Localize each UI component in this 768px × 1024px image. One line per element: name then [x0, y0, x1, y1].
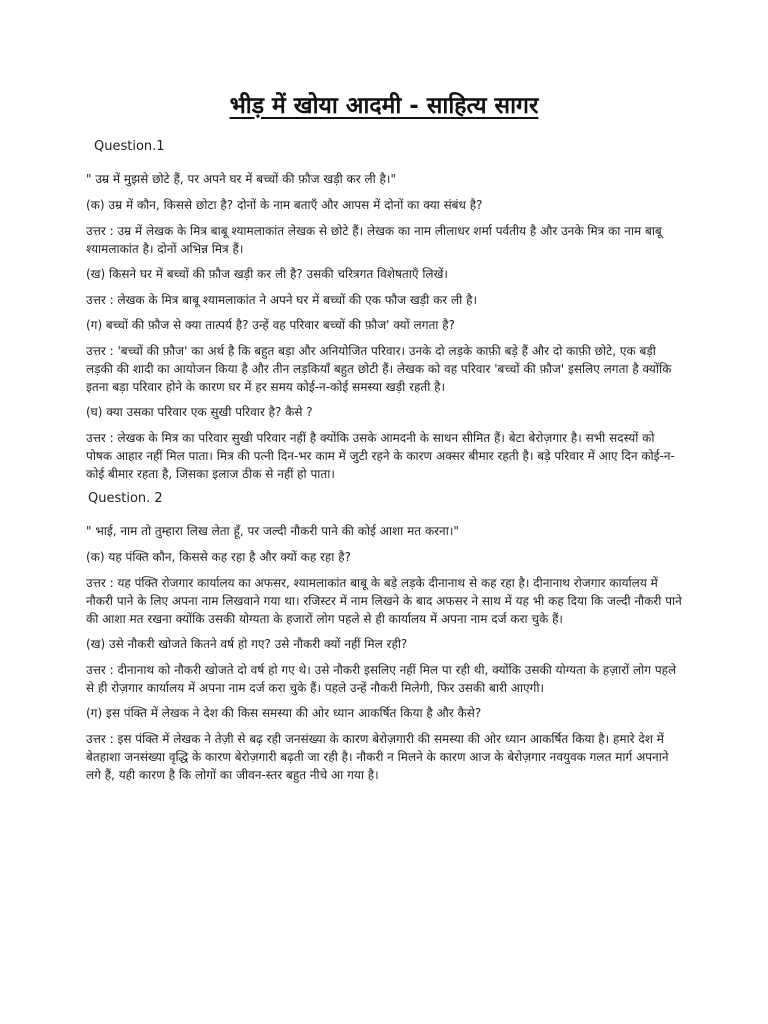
question-1-answer-ga: उत्तर : 'बच्चों की फ़ौज' का अर्थ है कि बहुत बड़ा और अनियोजित परिवार। उनके दो लड़के काफ़ी बड़े हैं और दो काफ़ी छोटे, एक बड़ी लड़की की शादी का आयोजन किया है और तीन लड़कियाँ बहुत छोटी हैं। लेखक को वह परिवार 'बच्चों की फ़ौज' इसलिए लगता है क्योंकि इतना बड़ा परिवार होने के कारण घर में हर समय कोई-न-कोई समस्या खड़ी रहती है। [86, 344, 672, 394]
question-1-answer-ka: उत्तर : उम्र में लेखक के मित्र बाबू श्यामलाकांत लेखक से छोटे हैं। लेखक का नाम लीलाधर शर्मा पर्वतीय है और उनके मित्र का नाम बाबू श्यामलाकांत है। दोनों अभिन्न मित्र हैं। [86, 224, 662, 256]
question-1-quote: " उम्र में मुझसे छोटे हैं, पर अपने घर में बच्चों की फ़ौज खड़ी कर ली है।" [86, 172, 396, 186]
question-2-part-kha: (ख) उसे नौकरी खोजते कितने वर्ष हो गए? उसे नौकरी क्यों नहीं मिल रही? [86, 637, 408, 651]
question-1-part-gha: (घ) क्या उसका परिवार एक सुखी परिवार है? कैसे ? [86, 405, 313, 419]
question-2-part-ga: (ग) इस पंक्ति में लेखक ने देश की किस समस्या की ओर ध्यान आकर्षित किया है और कैसे? [86, 706, 482, 720]
question-1-answer-gha: उत्तर : लेखक के मित्र का परिवार सुखी परिवार नहीं है क्योंकि उसके आमदनी के साधन सीमित हैं। बेटा बेरोज़गार है। सभी सदस्यों को पोषक आहार नहीं मिल पाता। मित्र की पत्नी दिन-भर काम में जुटी रहने के कारण अक्सर बीमार रहती है। बड़े परिवार में आए दिन कोई-न-कोई बीमार रहता है, जिसका इलाज ठीक से नहीं हो पाता। [86, 431, 675, 481]
question-1-part-ka: (क) उम्र में कौन, किससे छोटा है? दोनों के नाम बताएँ और आपस में दोनों का क्या संबंध है? [86, 198, 483, 212]
question-1-part-kha: (ख) किसने घर में बच्चों की फ़ौज खड़ी कर ली है? उसकी चरित्रगत विशेषताएँ लिखें। [86, 267, 448, 281]
question-1-part-ga: (ग) बच्चों की फ़ौज से क्या तात्पर्य है? उन्हें वह परिवार बच्चों की फ़ौज' क्यों लगता है? [86, 318, 455, 332]
question-1-answer-kha: उत्तर : लेखक के मित्र बाबू श्यामलाकांत ने अपने घर में बच्चों की एक फौज खड़ी कर ली है। [86, 293, 477, 307]
question-2-answer-ga: उत्तर : इस पंक्ति में लेखक ने तेज़ी से बढ़ रही जनसंख्या के कारण बेरोज़गारी की समस्या की ओर ध्यान आकर्षित किया है। हमारे देश में बेतहाशा जनसंख्या वृद्धि के कारण बेरोज़गारी बढ़ती जा रही है। नौकरी न मिलने के कारण आज के बेरोज़गार नवयुवक गलत मार्ग अपनाने लगे हैं, यही कारण है कि लोगों का जीवन-स्तर बहुत नीचे आ गया है। [86, 732, 669, 782]
question-2-part-ka: (क) यह पंक्ति कौन, किससे कह रहा है और क्यों कह रहा है? [86, 550, 351, 564]
question-1-heading: Question.1 [94, 139, 165, 154]
question-2-section [86, 490, 682, 784]
document-title: भीड़ में खोया आदमी - साहित्य सागर [229, 93, 539, 119]
question-2-answer-ka: उत्तर : यह पंक्ति रोजगार कार्यालय का अफसर, श्यामलाकांत बाबू के बड़े लड़के दीनानाथ से कह रहा है। दीनानाथ रोजगार कार्यालय में नौकरी पाने के लिए अपना नाम लिखवाने गया था। रजिस्टर में नाम लिखने के बाद अफसर ने साथ में यह भी कह दिया कि जल्दी नौकरी पाने की आशा मत रखना क्योंकि उसकी योग्यता के हजारों लोग पहले से ही कार्यालय में अपना नाम दर्ज करा चुके हैं। [86, 576, 682, 626]
question-2-quote: " भाई, नाम तो तुम्हारा लिख लेता हूँ, पर जल्दी नौकरी पाने की कोई आशा मत करना।" [86, 524, 459, 538]
question-2-heading: Question. 2 [88, 491, 163, 506]
question-1-section [86, 138, 682, 483]
question-2-answer-kha: उत्तर : दीनानाथ को नौकरी खोजते दो वर्ष हो गए थे। उसे नौकरी इसलिए नहीं मिल पा रही थी, क्योंकि उसकी योग्यता के हज़ारों लोग पहले से ही रोज़गार कार्यालय में अपना नाम दर्ज करा चुके हैं। पहले उन्हें नौकरी मिलेगी, फिर उसकी बारी आएगी। [86, 663, 677, 695]
